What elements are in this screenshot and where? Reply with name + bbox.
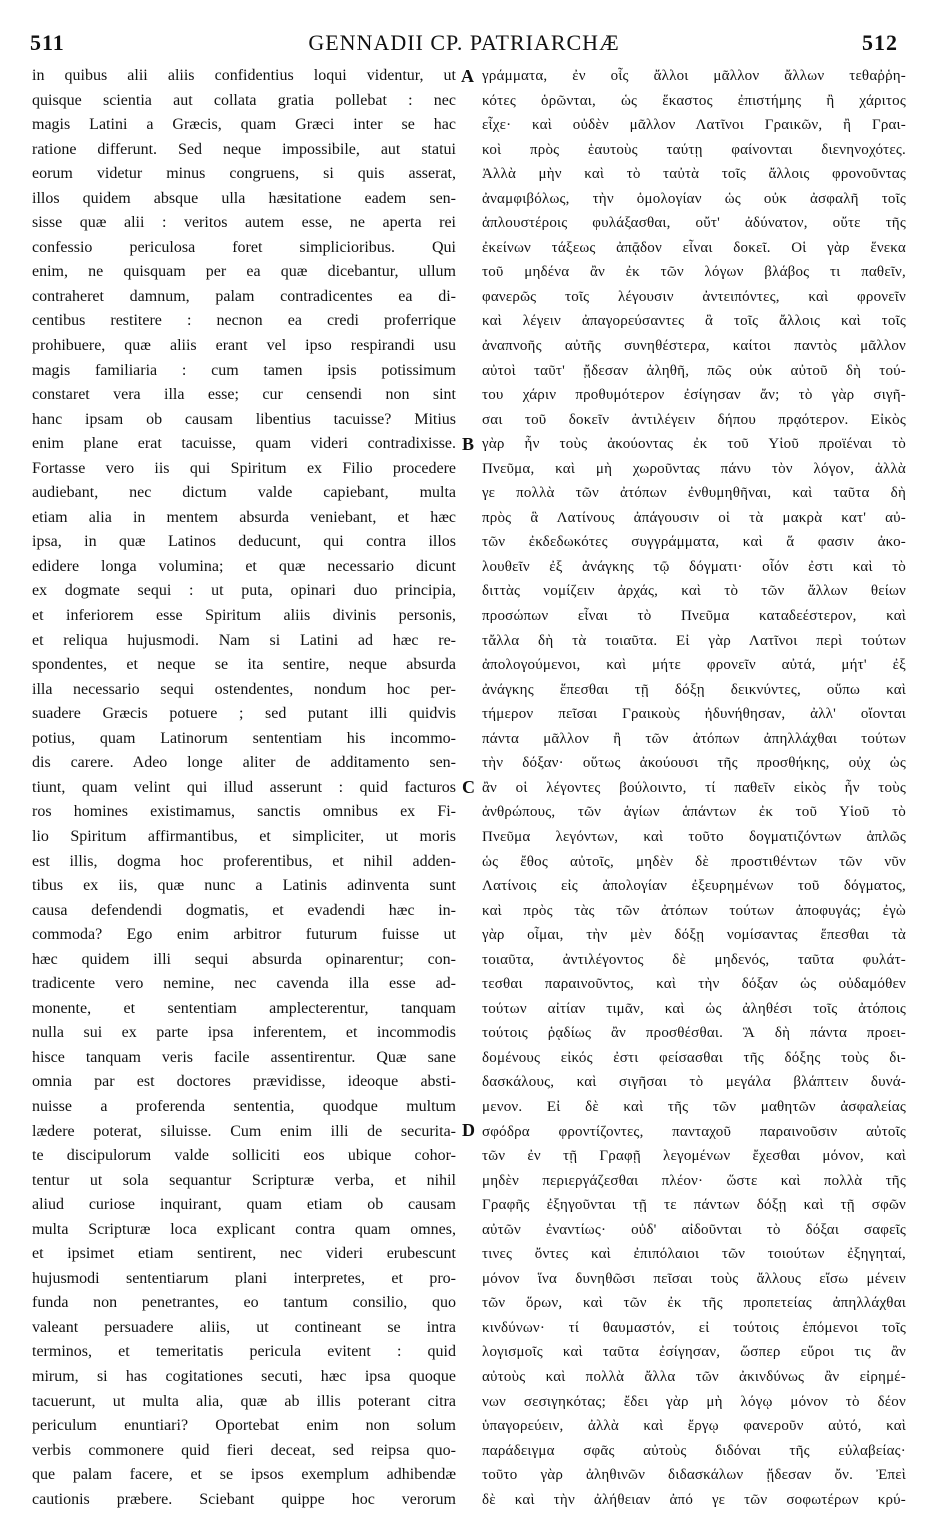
latin-text-line: etiam alia in mentem absurda veniebant, et hæc bbox=[32, 508, 456, 526]
greek-text-line: τούτων αἰτίαν τιμᾶν, καὶ ὡς ἀληθέσι τοῖς ἀτόποις bbox=[482, 1000, 906, 1017]
latin-text-line: confessio periculosa foret simplicioribus. Qui bbox=[32, 238, 456, 256]
greek-text-line: τοῦ μηδένα ἂν ἐκ τῶν λόγων βλάβος τι παθεῖν, bbox=[482, 264, 906, 281]
greek-text-line: ἁπλουστέροις φυλάξασθαι, οὔτ' ἀδύνατον, οὔτε τῆς bbox=[482, 215, 906, 232]
greek-text-line: ἀναπνοῆς αὐτῆς συνηθέστερα, καίτοι παντὸς μᾶλλον bbox=[482, 338, 906, 355]
greek-text-line: ἐκείνων τάξεως ἀπᾷδον εἶναι δοκεῖ. Οἱ γὰρ ἕνεκα bbox=[482, 239, 906, 256]
latin-text-line: illos quidem absque ulla hæsitatione eadem sen- bbox=[32, 189, 456, 207]
latin-text-line: magis familiaria : cum tamen ipsis potissimum bbox=[32, 361, 456, 379]
latin-text-line: centibus restitere : necnon ea credi proferrique bbox=[32, 312, 456, 330]
greek-text-line: αὐτῶν ἐναντίως· οὐδ' αἰδοῦνται τὸ δόξαι σαφεῖς bbox=[482, 1221, 906, 1238]
greek-text-line: κινδύνων· τί θαυμαστόν, εἰ τούτοις ἑπόμενοι τοῖς bbox=[482, 1319, 906, 1336]
greek-text-line: παράδειγμα σφᾶς αὐτοὺς διδόναι τῆς εὐλαβείας· bbox=[482, 1442, 906, 1459]
greek-text-line: του χάριν προθυμότερον ἐσίγησαν ἄν; τὸ γὰρ σιγῆ- bbox=[482, 387, 906, 404]
greek-text-line: γε πολλὰ τῶν ἀτόπων ἐνθυμηθῆναι, καὶ ταῦτα δὴ bbox=[482, 485, 906, 502]
latin-text-line: que palam facere, et se ipsos exemplum adhibendæ bbox=[32, 1466, 456, 1484]
greek-text-line: ἀνάγκης ἕπεσθαι τῇ δόξῃ δεικνύντες, οὔπω καὶ bbox=[482, 681, 906, 698]
latin-text-line: contraheret damnum, palam contradicentes ea di- bbox=[32, 287, 456, 305]
latin-text-line: ros homines existimamus, sanctis omnibus ex Fi- bbox=[32, 803, 456, 821]
greek-column bbox=[482, 64, 906, 1524]
greek-text-line: Πνεῦμα λεγόντων, καὶ τοῦτο δογματιζόντων ἁπλῶς bbox=[482, 828, 906, 845]
latin-text-line: hæc quidem illi sequi absurda opinarentur; con- bbox=[32, 950, 456, 968]
greek-text-line: τῶν ἐκδεδωκότες συγγράμματα, καὶ ἅ φασιν ἀκο- bbox=[482, 534, 906, 551]
latin-text-line: mirum, si has cogitationes secuti, hæc ipsa quoque bbox=[32, 1367, 456, 1385]
latin-text-line: tibus ex iis, quæ nunc a Latinis adinventa sunt bbox=[32, 877, 456, 895]
latin-text-line: ipsa, in quæ Latinos deducunt, qui contra illos bbox=[32, 533, 456, 551]
greek-text-line: γὰρ οἶμαι, τὴν μὲν δόξῃ νομίσαντας ἕπεσθαι τὰ bbox=[482, 927, 906, 944]
greek-text-line: γράμματα, ἐν οἷς ἄλλοι μᾶλλον ἄλλων τεθαῤῥη- bbox=[482, 68, 906, 84]
latin-text-line: magis Latini a Græcis, quam Græci inter se hac bbox=[32, 116, 456, 134]
latin-text-line: quisque scientia aut collata gratia pollebat : nec bbox=[32, 91, 456, 109]
latin-text-line: funda non penetrantes, eo tantum consilio, quo bbox=[32, 1294, 456, 1312]
latin-text-line: cautionis præbere. Sciebant quippe hoc verorum bbox=[32, 1490, 456, 1508]
latin-text-line: te discipulorum valde solliciti eos ubique cohor- bbox=[32, 1147, 456, 1165]
greek-text-line: λουθεῖν ἐξ ἀνάγκης τῷ δόγματι· οἷόν ἐστι καὶ τὸ bbox=[482, 558, 906, 575]
greek-text-line: εἶχε· καὶ οὐδὲν μᾶλλον Λατῖνοι Γραικῶν, ἢ Γραι- bbox=[482, 117, 906, 134]
latin-text-line: ex dogmate sequi : ut puta, opinari duo principia, bbox=[32, 582, 456, 600]
greek-text-line: Ἀλλὰ μὴν καὶ τὸ ταὐτὰ τοῖς ἄλλοις φρονοῦντας bbox=[482, 166, 906, 183]
greek-text-line: μενον. Εἰ δὲ καὶ τῆς τῶν μαθητῶν ἀσφαλείας bbox=[482, 1098, 906, 1115]
latin-text-line: nuisse a proferenda sententia, quodque multum bbox=[32, 1097, 456, 1115]
latin-text-line: valeant persuadere aliis, ut contineant se intra bbox=[32, 1318, 456, 1336]
latin-text-line: tentur ut sola sequantur Scripturæ verba, et nihil bbox=[32, 1171, 456, 1189]
latin-text-line: enim plane erat tacuisse, quam videri contradixisse. bbox=[32, 435, 456, 453]
page-number-right: 512 bbox=[862, 30, 898, 55]
section-marker-a: A bbox=[461, 66, 474, 86]
greek-text-line: τήμερον πεῖσαι Γραικοὺς ἠδυνήθησαν, ἀλλ' οἴονται bbox=[482, 706, 906, 723]
greek-text-line: ὡς ἔθος αὐτοῖς, μηδὲν δὲ προστιθέντων τῶν νῦν bbox=[482, 853, 906, 870]
greek-text-line: ἀνθρώπους, τῶν ἁγίων ἁπάντων ἐκ τοῦ Υἱοῦ τὸ bbox=[482, 804, 906, 821]
latin-text-line: multa Scripturæ loca explicant contra quam omnes, bbox=[32, 1220, 456, 1238]
greek-text-line: καὶ λέγειν ἀπαγορεύσαντες ἃ τοῖς ἄλλοις καὶ τοῖς bbox=[482, 313, 906, 330]
greek-text-line: πρὸς ἃ Λατίνους ἀπάγουσιν οἱ τὰ μακρὰ κατ' αὐ- bbox=[482, 509, 906, 526]
section-marker-d: D bbox=[462, 1120, 475, 1140]
latin-text-line: est illis, dogma hoc proferentibus, et nihil adden- bbox=[32, 852, 456, 870]
latin-text-line: tiunt, quam velint qui illud asserunt : quid facturos bbox=[32, 778, 456, 796]
greek-text-line: μόνον ἵνα δυνηθῶσι πεῖσαι τοὺς ἄλλους εἴσω μένειν bbox=[482, 1270, 906, 1287]
greek-text-line: Γραφῆς ἐξηγοῦνται τῇ τε πάντων δόξῃ καὶ τῇ σφῶν bbox=[482, 1197, 906, 1214]
greek-text-line: διττὰς νομίζειν ἀρχάς, καὶ τὸ τῶν ἄλλων θείων bbox=[482, 583, 906, 600]
latin-text-line: enim, ne quisquam per ea quæ dicebantur, ullum bbox=[32, 263, 456, 281]
latin-text-line: edidere longa volumina; et quæ necessario dicunt bbox=[32, 557, 456, 575]
latin-text-line: illa necessario sequi ostendentes, nondum hoc per- bbox=[32, 680, 456, 698]
greek-text-line: γὰρ ἦν τοὺς ἀκούοντας ἐκ τοῦ Υἱοῦ προϊέναι τὸ bbox=[482, 436, 906, 453]
latin-text-line: lædere poterat, siluisse. Cum enim illi de securita- bbox=[32, 1122, 456, 1140]
latin-text-line: dis carere. Adeo longe aliter de additamento sen- bbox=[32, 754, 456, 772]
latin-text-line: lio Spiritum affirmantibus, et simpliciter, ut moris bbox=[32, 827, 456, 845]
greek-text-line: τινες ὄντες καὶ ἐπιπόλαιοι τῶν τοιούτων ἐξηγηταί, bbox=[482, 1246, 906, 1263]
latin-text-line: constaret vera illa esse; cur censendi non sint bbox=[32, 386, 456, 404]
greek-text-line: τούτοις ῥᾳδίως ἂν προσθέσθαι. Ἃ δὴ πάντα προει- bbox=[482, 1025, 906, 1042]
latin-text-line: ratione differunt. Sed neque impossibile, aut statui bbox=[32, 140, 456, 158]
greek-text-line: ἀπολογούμενοι, καὶ μήτε φρονεῖν αὐτά, μήτ' ἐξ bbox=[482, 657, 906, 674]
greek-text-line: καὶ πρὸς τὰς τῶν ἀτόπων τούτων ἀποφυγάς; ἐγὼ bbox=[482, 902, 906, 919]
latin-text-line: terminos, et temeritatis pericula evitent : quid bbox=[32, 1343, 456, 1361]
greek-text-line: αὐτοὶ ταῦτ' ᾔδεσαν ἀληθῆ, πῶς οὐκ αὐτοῦ δὴ τού- bbox=[482, 362, 906, 379]
latin-text-line: suadere Græcis potuere ; sed putant illi quidvis bbox=[32, 705, 456, 723]
greek-text-line: Λατίνοις εἰς ἀπολογίαν ἐξευρημένων τοῦ δόγματος, bbox=[482, 878, 906, 895]
page-number-left: 511 bbox=[30, 30, 65, 55]
greek-text-line: δασκάλους, καὶ σιγῆσαι τὸ μεγάλα βλάπτειν δυνά- bbox=[482, 1074, 906, 1091]
greek-text-line: αὐτοὺς καὶ πολλὰ ἄλλα τῶν ἀκινδύνως ἂν εἰρημέ- bbox=[482, 1368, 906, 1385]
latin-text-line: tradicente vero nemine, nec cavenda illa esse ad- bbox=[32, 975, 456, 993]
latin-text-line: omnia par est doctores prævidisse, ideoque absti- bbox=[32, 1073, 456, 1091]
greek-text-line: πάντα μᾶλλον ἢ τῶν ἀτόπων ἀπηλλάχθαι τούτων bbox=[482, 730, 906, 747]
latin-text-line: in quibus alii aliis confidentius loqui videntur, ut bbox=[32, 67, 456, 84]
latin-text-line: verbis commonere quid fieri deceat, sed reipsa quo- bbox=[32, 1441, 456, 1459]
greek-text-line: δομένους εἰκός ἐστι φείσασθαι τῆς δόξης τοὺς δι- bbox=[482, 1049, 906, 1066]
greek-text-line: τῶν ὅρων, καὶ τῶν ἐκ τῆς προπετείας ἀπηλλάχθαι bbox=[482, 1295, 906, 1312]
greek-text-line: δὲ καὶ τὴν ἀλήθειαν ἀπό γε τῶν σοφωτέρων κρύ- bbox=[482, 1491, 906, 1508]
page-header bbox=[30, 30, 898, 64]
section-marker-b: B bbox=[462, 434, 475, 454]
latin-text-line: hujusmodi sententiarum plani interpretes, et pro- bbox=[32, 1269, 456, 1287]
latin-text-line: monente, et sententiam amplecterentur, tanquam bbox=[32, 999, 456, 1017]
greek-text-line: Πνεῦμα, καὶ μὴ χωροῦντας πάνυ τὸν λόγον, ἀλλὰ bbox=[482, 460, 906, 477]
greek-text-line: κότες ὁρῶνται, ὡς ἕκαστος ἐπιστήμης ἢ χάριτος bbox=[482, 92, 906, 109]
latin-text-line: et reliqua hujusmodi. Nam si Latini ad hæc re- bbox=[32, 631, 456, 649]
latin-text-line: Fortasse vero iis qui Spiritum ex Filio procedere bbox=[32, 459, 456, 477]
latin-text-line: hisce tanquam veris facile assentirentur. Quæ sane bbox=[32, 1048, 456, 1066]
greek-text-line: μηδὲν περιεργάζεσθαι πλέον· ὥστε καὶ πολλὰ τῆς bbox=[482, 1172, 906, 1189]
greek-text-line: νων σεσιγηκότας; ἔδει γὰρ μὴ λόγῳ μόνον τὸ δέον bbox=[482, 1393, 906, 1410]
latin-text-line: commoda? Ego enim arbitror futurum fuisse ut bbox=[32, 926, 456, 944]
section-marker-c: C bbox=[462, 777, 475, 797]
latin-text-line: et ipsimet etiam sentirent, nec videri erubescunt bbox=[32, 1245, 456, 1263]
running-title: GENNADII CP. PATRIARCHÆ bbox=[308, 30, 620, 55]
latin-text-line: potius, quam Latinorum sententiam his incommo- bbox=[32, 729, 456, 747]
greek-text-line: προσώπων εἶναι τὸ Πνεῦμα καταδεέστερον, καὶ bbox=[482, 608, 906, 625]
greek-text-line: τὴν δόξαν· οὕτως ἀκούουσι τῆς προσθήκης, οὐχ ὡς bbox=[482, 755, 906, 772]
latin-column bbox=[32, 64, 456, 1524]
latin-text-line: causa defendendi dogmatis, et evadendi hæc in- bbox=[32, 901, 456, 919]
greek-text-line: τῶν ἐν τῇ Γραφῇ λεγομένων ἔχεσθαι μόνον, καὶ bbox=[482, 1148, 906, 1165]
latin-text-line: eorum videtur minus congruens, si quis asserat, bbox=[32, 165, 456, 183]
greek-text-line: ἂν οἱ λέγοντες βούλοιντο, τί παθεῖν εἰκὸς ἦν τοὺς bbox=[482, 779, 906, 796]
greek-text-line: κοὶ πρὸς ἑαυτοὺς ταύτῃ φαίνονται διενηνοχότες. bbox=[482, 141, 906, 158]
latin-text-line: hanc ipsam ob causam libentius tacuisse? Mitius bbox=[32, 410, 456, 428]
latin-text-line: periculum enuntiari? Oportebat enim non solum bbox=[32, 1417, 456, 1435]
latin-text-line: aliud curiose inquirant, quam etiam ob causam bbox=[32, 1196, 456, 1214]
greek-text-line: σφόδρα φροντίζοντες, πανταχοῦ παραινοῦσιν αὐτοῖς bbox=[482, 1123, 906, 1140]
greek-text-line: λογισμοῖς καὶ ταῦτα ἐσίγησαν, ὥσπερ εὕροι τις ἂν bbox=[482, 1344, 906, 1361]
latin-text-line: tacuerunt, ut multa alia, quæ ab illis poterant citra bbox=[32, 1392, 456, 1410]
greek-text-line: φανερῶς τοῖς λέγουσιν ἀντειπόντες, καὶ φρονεῖν bbox=[482, 288, 906, 305]
latin-text-line: spondentes, et neque se ita sentire, neque absurda bbox=[32, 656, 456, 674]
greek-text-line: σαι τοῦ δοκεῖν ἀντιλέγειν δήπου πρᾳότερον. Εἰκὸς bbox=[482, 411, 906, 428]
latin-text-line: et inferiorem esse Spiritum aliis divinis personis, bbox=[32, 607, 456, 625]
greek-text-line: τεσθαι παραινοῦντος, καὶ τὴν δόξαν ὡς οὐδαμόθεν bbox=[482, 976, 906, 993]
latin-text-line: nulla sui ex parte ipsa inferentem, et incommodis bbox=[32, 1024, 456, 1042]
latin-text-line: sisse quæ alii : veritos autem esse, ne aperta rei bbox=[32, 214, 456, 232]
latin-text-line: prohibuere, quæ aliis erant vel ipso respirandi usu bbox=[32, 337, 456, 355]
greek-text-line: ὑπαγορεύειν, ἀλλὰ καὶ ἔργῳ φανεροῦν αὐτό, καὶ bbox=[482, 1418, 906, 1435]
greek-text-line: τοῦτο γὰρ ἀληθινῶν διδασκάλων ᾔδεσαν ὄν. Ἐπεὶ bbox=[482, 1467, 906, 1484]
greek-text-line: ἀναμφιβόλως, τὴν ὁμολογίαν ὡς οὐκ ἀσφαλῆ τοῖς bbox=[482, 190, 906, 207]
greek-text-line: τοιαῦτα, ἀντιλέγοντος δὲ μηδενός, ταῦτα φυλάτ- bbox=[482, 951, 906, 968]
latin-text-line: audiebant, nec dictum valde capiebant, multa bbox=[32, 484, 456, 502]
greek-text-line: τἄλλα δὴ τὰ τοιαῦτα. Εἰ γὰρ Λατῖνοι περὶ τούτων bbox=[482, 632, 906, 649]
